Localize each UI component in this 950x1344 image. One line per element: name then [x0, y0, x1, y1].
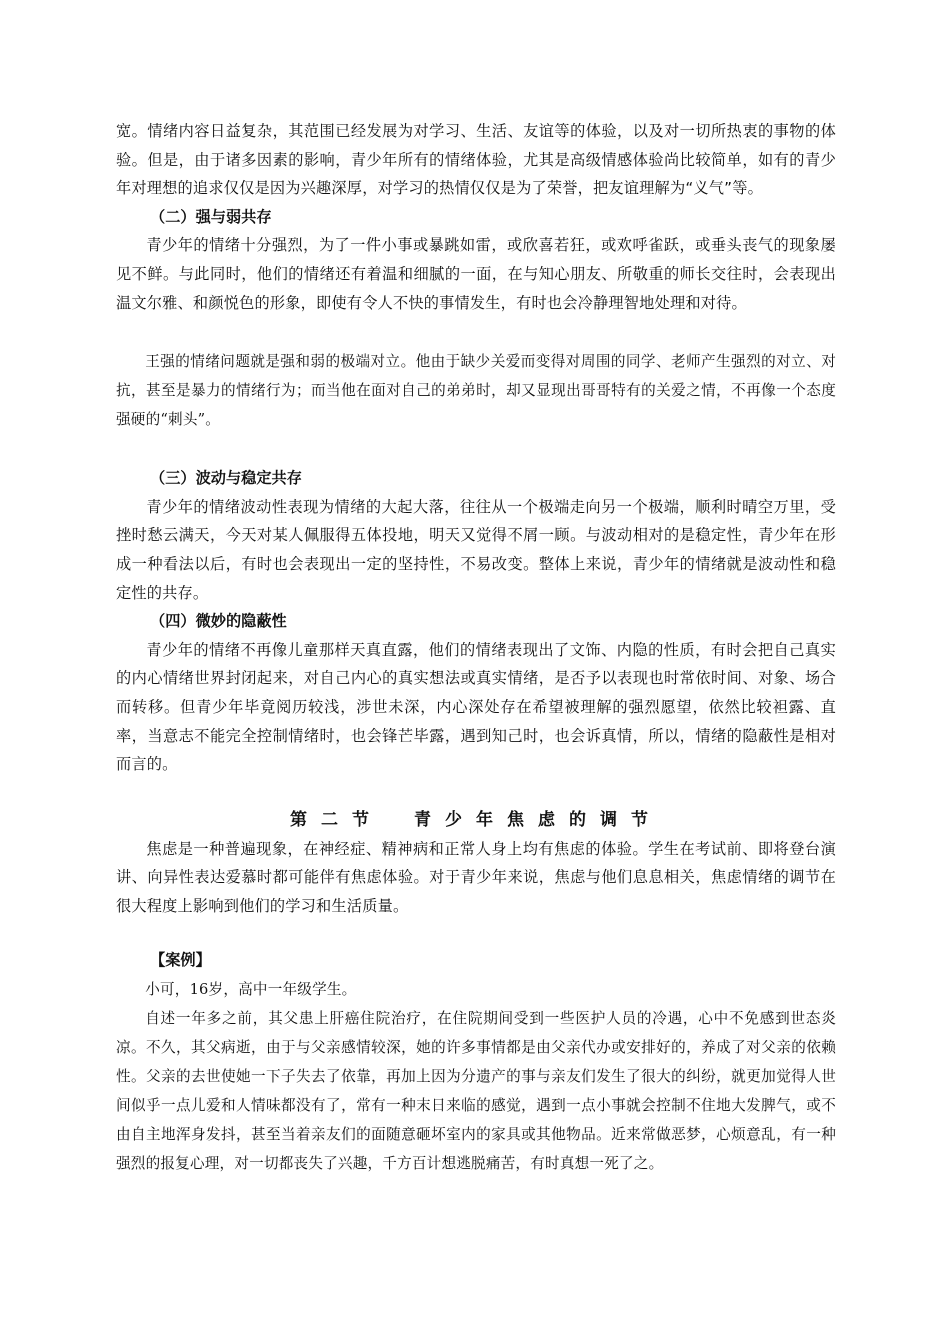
section-paragraph-fluctuation: 青少年的情绪波动性表现为情绪的大起大落，往往从一个极端走向另一个极端，顺利时晴空万里，受挫时愁云满天，今天对某人佩服得五体投地，明天又觉得不屑一顾。与波动相对的是稳定性，青少年在形成一种看法以后，有时也会表现出一定的坚持性，不易改变。整体上来说，青少年的情绪就是波动性和稳定性的共存。: [116, 497, 836, 602]
case-paragraph: 自述一年多之前，其父患上肝癌住院治疗，在住院期间受到一些医护人员的冷遇，心中不免感到世态炎凉。不久，其父病逝，由于与父亲感情较深，她的许多事情都是由父亲代办或安排好的，养成了对父亲的依赖性。父亲的去世使她一下子失去了依靠，再加上因为分遗产的事与亲友们发生了很大的纠纷，就更加觉得人世间似乎一点儿爱和人情味都没有了，常有一种末日来临的感觉，遇到一点小事就会控制不住地大发脾气，或不由自主地浑身发抖，甚至当着亲友们的面随意砸坏室内的家具或其他物品。近来常做恶梦，心烦意乱，有一种强烈的报复心理，对一切都丧失了兴趣，千方百计想逃脱痛苦，有时真想一死了之。: [116, 1010, 836, 1173]
case-note-wang-qiang: 王强的情绪问题就是强和弱的极端对立。他由于缺少关爱而变得对周围的同学、老师产生强烈的对立、对抗，甚至是暴力的情绪行为；而当他在面对自己的弟弟时，却又显现出哥哥特有的关爱之情，不再像一个态度强硬的“刺头”。: [116, 353, 836, 429]
intro-paragraph: 宽。情绪内容日益复杂，其范围已经发展为对学习、生活、友谊等的体验，以及对一切所热衷的事物的体验。但是，由于诸多因素的影响，青少年所有的情绪体验，尤其是高级情感体验尚比较简单，如有的青少年对理想的追求仅仅是因为兴趣深厚，对学习的热情仅仅是为了荣誉，把友谊理解为“义气”等。: [116, 122, 836, 198]
section-paragraph-concealment: 青少年的情绪不再像儿童那样天真直露，他们的情绪表现出了文饰、内隐的性质，有时会把自己真实的内心情绪世界封闭起来，对自己内心的真实想法或真实情绪，是否予以表现也时常依时间、对象、场合而转移。但青少年毕竟阅历较浅，涉世未深，内心深处存在希望被理解的强烈愿望，依然比较袒露、直率，当意志不能完全控制情绪时，也会锋芒毕露，遇到知己时，也会诉真情，所以，情绪的隐蔽性是相对而言的。: [116, 640, 836, 774]
case-heading: 【案例】: [150, 951, 211, 970]
section-heading-concealment: （四）微妙的隐蔽性: [150, 612, 287, 631]
chapter-section-title: 第二节 青少年焦虑的调节: [290, 809, 662, 830]
section-heading-fluctuation: （三）波动与稳定共存: [150, 469, 302, 488]
page-content: [116, 117, 836, 1178]
section-paragraph-strong-weak: 青少年的情绪十分强烈，为了一件小事或暴跳如雷，或欣喜若狂，或欢呼雀跃，或垂头丧气的现象屡见不鲜。与此同时，他们的情绪还有着温和细腻的一面，在与知心朋友、所敬重的师长交往时，会表现出温文尔雅、和颜悦色的形象，即使有令人不快的事情发生，有时也会冷静理智地处理和对待。: [116, 236, 836, 312]
anxiety-intro-paragraph: 焦虑是一种普遍现象，在神经症、精神病和正常人身上均有焦虑的体验。学生在考试前、即将登台演讲、向异性表达爱慕时都可能伴有焦虑体验。对于青少年来说，焦虑与他们息息相关，焦虑情绪的调节在很大程度上影响到他们的学习和生活质量。: [116, 839, 836, 915]
case-intro-line: 小可，16岁，高中一年级学生。: [145, 981, 357, 999]
section-heading-strong-weak: （二）强与弱共存: [150, 207, 272, 226]
